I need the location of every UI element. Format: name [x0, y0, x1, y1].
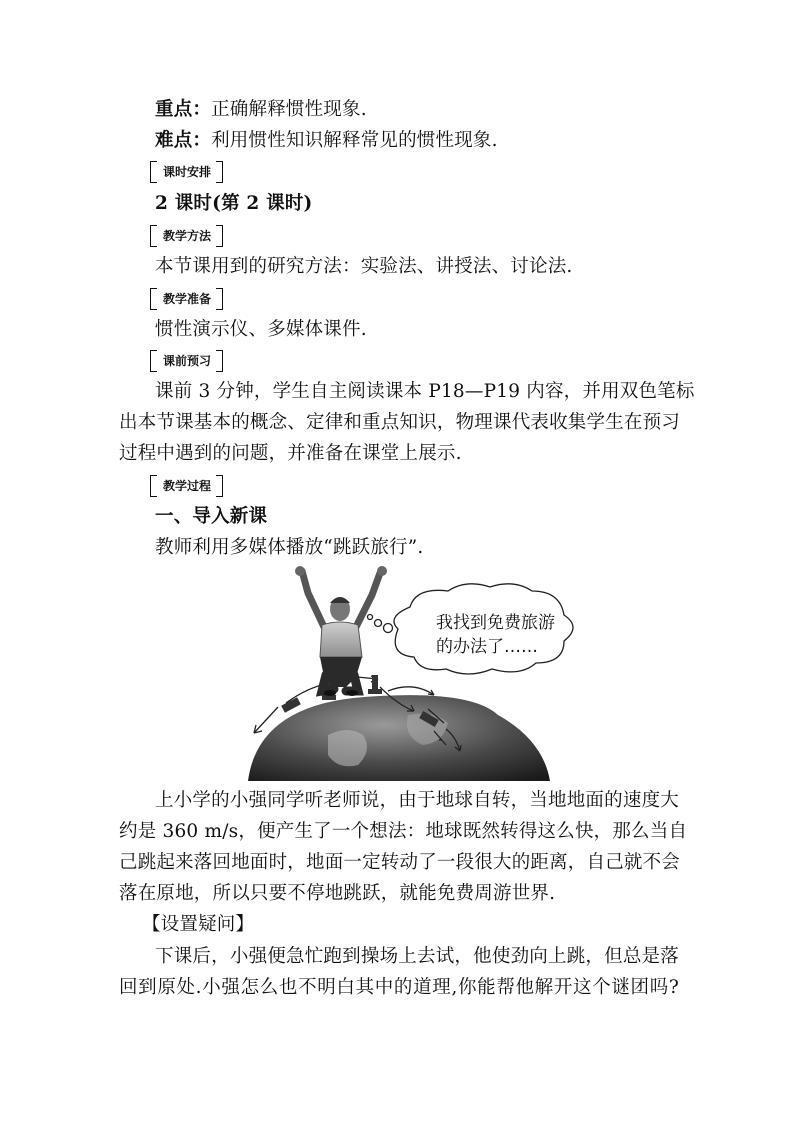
difficult-point-line [155, 129, 498, 153]
story-line-2: 约是 360 m/s，便产生了一个想法：地球既然转得这么快，那么当自 [119, 821, 688, 842]
section-tag-label: 课时安排 [163, 165, 212, 179]
section-tag-label: 教学过程 [163, 479, 212, 493]
bubble-text-line-2: 的办法了…… [436, 637, 538, 657]
story-line-1: 上小学的小强同学听老师说，由于地球自转，当地地面的速度大 [155, 790, 679, 811]
intro-text: 教师利用多媒体播放“跳跃旅行”. [155, 537, 424, 558]
section-tag-method [150, 225, 223, 247]
section-tag-preview [150, 350, 223, 372]
key-point-text: 正确解释惯性现象. [211, 99, 367, 120]
difficult-point-text: 利用惯性知识解释常见的惯性现象. [211, 130, 498, 151]
key-point-line [155, 98, 367, 122]
difficult-point-label: 难点： [155, 130, 212, 151]
schedule-text: 2 课时(第 2 课时) [155, 193, 313, 214]
section-tag-process [150, 475, 223, 497]
question-heading: 【设置疑问】 [142, 914, 255, 935]
illustration-svg [238, 565, 590, 781]
section-tag-label: 教学方法 [163, 229, 212, 243]
preview-line-3: 过程中遇到的问题，并准备在课堂上展示. [119, 443, 462, 464]
section-tag-label: 课前预习 [163, 354, 212, 368]
key-point-label: 重点： [155, 99, 212, 120]
question-line-2: 回到原处.小强怎么也不明白其中的道理,你能帮他解开这个谜团吗? [119, 977, 679, 998]
jumping-boy-illustration [238, 565, 590, 781]
story-line-4: 落在原地，所以只要不停地跳跃，就能免费周游世界. [119, 883, 556, 904]
section-tag-prep [150, 288, 223, 310]
bubble-text-line-1: 我找到免费旅游 [436, 613, 555, 633]
story-line-3: 己跳起来落回地面时，地面一定转动了一段很大的距离，自己就不会 [119, 852, 681, 873]
prep-text: 惯性演示仪、多媒体课件. [155, 319, 367, 340]
section-tag-label: 教学准备 [163, 292, 212, 306]
section-tag-schedule [150, 161, 223, 183]
preview-line-1: 课前 3 分钟，学生自主阅读课本 P18—P19 内容，并用双色笔标 [155, 381, 695, 402]
method-text: 本节课用到的研究方法：实验法、讲授法、讨论法. [155, 256, 573, 277]
preview-line-2: 出本节课基本的概念、定律和重点知识，物理课代表收集学生在预习 [119, 412, 681, 433]
question-line-1: 下课后，小强便急忙跑到操场上去试，他使劲向上跳，但总是落 [155, 946, 679, 967]
intro-heading: 一、导入新课 [155, 506, 268, 527]
